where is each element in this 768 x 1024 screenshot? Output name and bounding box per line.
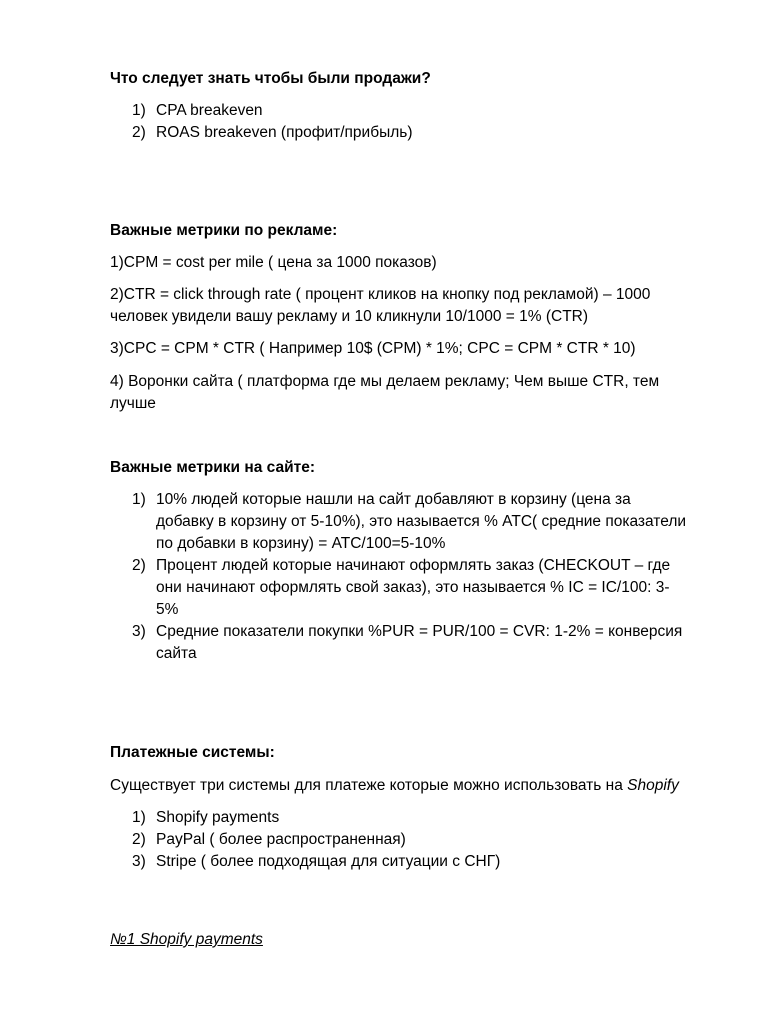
heading-ad-metrics: Важные метрики по рекламе: <box>110 222 338 239</box>
list-site-metrics <box>110 489 720 665</box>
paragraph-cpc: 3)CPC = CPM * CTR ( Например 10$ (CPM) * 1%; CPC = CPM * CTR * 10) <box>110 340 636 357</box>
list-breakeven <box>110 100 720 144</box>
list-item: 2) PayPal ( более распространенная) <box>132 831 406 848</box>
list-payment-systems <box>110 807 720 873</box>
heading-payment-systems: Платежные системы: <box>110 744 275 761</box>
list-item: 2) Процент людей которые начинают оформлять заказ (CHECKOUT – где они начинают оформлять свой заказ), это называется % IC = IC/100: 3- 5% <box>132 557 671 618</box>
paragraph-payment-intro: Существует три системы для платеже которые можно использовать на Shopify <box>110 777 679 794</box>
paragraph-funnels: 4) Воронки сайта ( платформа где мы делаем рекламу; Чем выше CTR, тем лучше <box>110 373 660 412</box>
list-item: 1) 10% людей которые нашли на сайт добавляют в корзину (цена за добавку в корзину от 5-10%), это называется % ATC( средние показатели по добавки в корзину) = ATC/100=5-10% <box>132 491 687 552</box>
list-item: 2) ROAS breakeven (профит/прибыль) <box>132 124 413 141</box>
heading-site-metrics: Важные метрики на сайте: <box>110 459 316 476</box>
list-item: 3) Средние показатели покупки %PUR = PUR/100 = CVR: 1-2% = конверсия сайта <box>132 623 683 662</box>
list-item: 1) CPA breakeven <box>132 102 263 119</box>
list-item: 1) Shopify payments <box>132 809 280 826</box>
brand-shopify: Shopify <box>627 777 679 794</box>
paragraph-cpm: 1)CPM = cost per mile ( цена за 1000 показов) <box>110 254 437 271</box>
heading-sales: Что следует знать чтобы были продажи? <box>110 70 431 87</box>
heading-shopify-payments: №1 Shopify payments <box>110 931 263 948</box>
paragraph-ctr: 2)CTR = click through rate ( процент кликов на кнопку под рекламой) – 1000 человек увидели вашу рекламу и 10 кликнули 10/1000 = 1% (CTR) <box>110 286 651 325</box>
list-item: 3) Stripe ( более подходящая для ситуации с СНГ) <box>132 853 501 870</box>
